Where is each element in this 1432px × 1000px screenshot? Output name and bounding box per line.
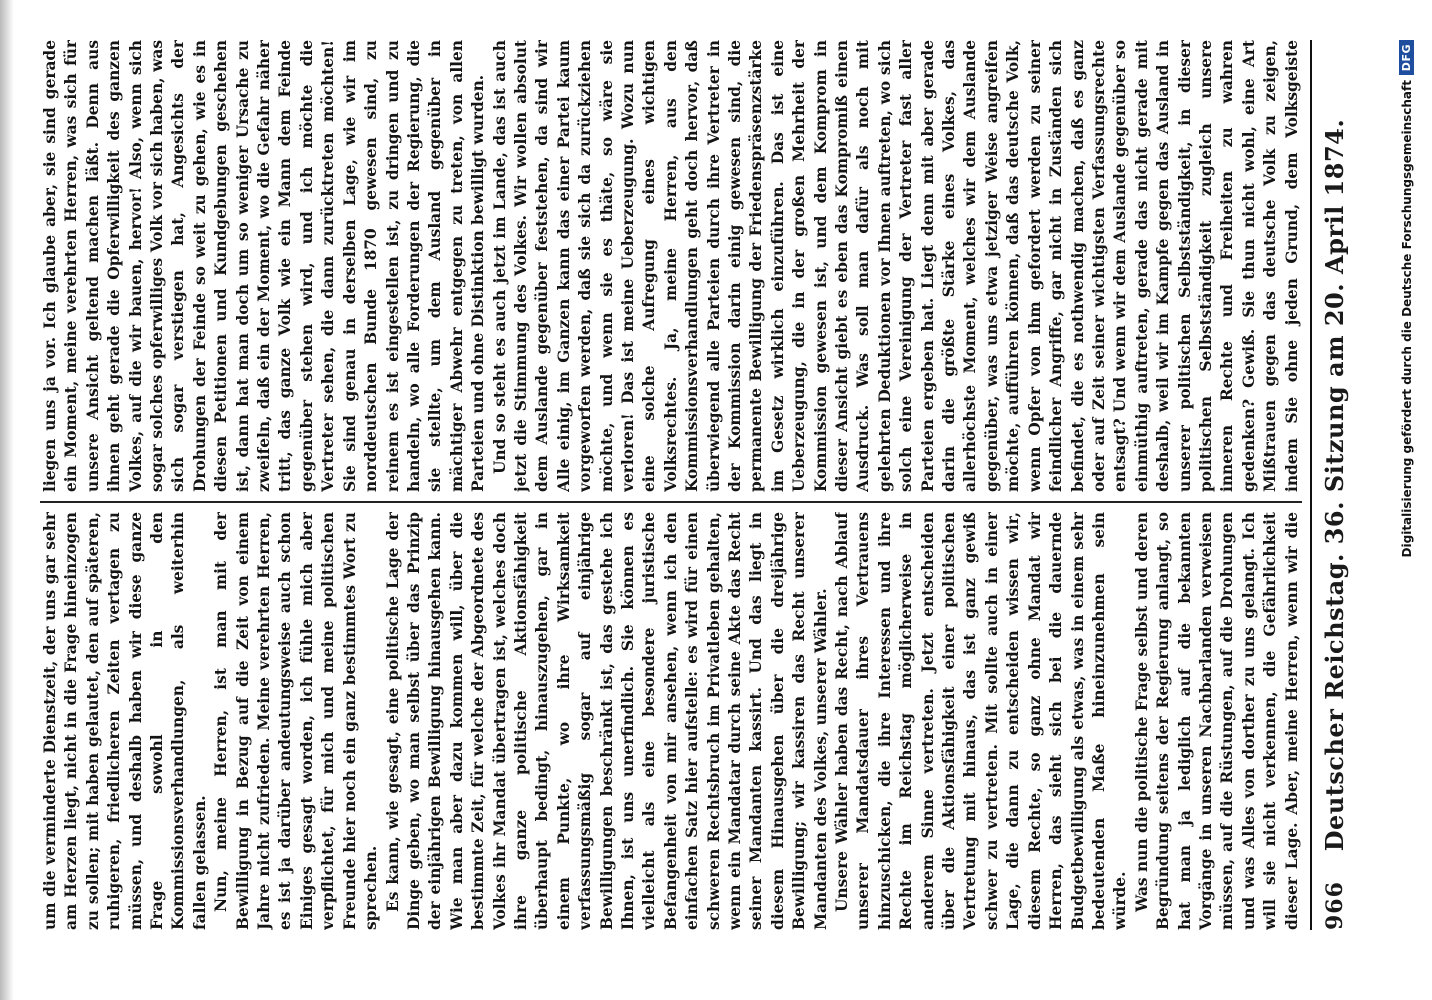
paragraph: Was nun die politische Frage selbst und deren Begründung seitens der Regierung anlangt, so hat man ja lediglich auf die bekannten Vorgänge in unseren Nachbarlanden verweisen müssen, auf die Rüstungen, auf die Drohungen und was Alles von dorther zu uns gelangt. Ich will sie nicht verkennen, die Gefährlichkeit dieser Lage. Aber, meine Herren, wenn wir die	[1132, 512, 1301, 930]
digitization-stamp	[1395, 40, 1423, 980]
page-number: 966	[1322, 881, 1348, 930]
column-right	[40, 40, 1302, 492]
scan-edge-shadow	[0, 0, 14, 1000]
column-left	[40, 512, 1302, 930]
paragraph: Und so steht es auch jetzt im Lande, das ist auch jetzt die Stimmung des Volkes. Wir wollen absolut dem Auslande gegenüber feststehen, da sind wir Alle einig, im Ganzen kann das einer Partei kaum vorgeworfen werden, daß sie sich da zurückziehen möchte, und wenn sie es thäte, so wäre sie verloren! Das ist meine Ueberzeugung. Wozu nun eine solche Aufregung eines wichtigen Volksrechtes. Ja, meine Herren, aus den Kommissionsverhandlungen geht doch hervor, daß überwiegend alle Parteien durch ihre Vertreter in der Kommission darin einig gewesen sind, die permanente Bewilligung der Friedenspräsenzstärke im Gesetz wirklich einzuführen. Das ist eine Ueberzeugung, die in der großen Mehrheit der Kommission gewesen ist, und dem Komprom in dieser Ansicht giebt es eben das Kompromiß einen Ausdruck. Was soll man dafür als noch mit gelehrten Deduktionen vor Ihnen auftreten, wo sich solch eine Vereinigung der Vertreter fast aller Parteien ergeben hat. Liegt denn mit aber gerade darin die größte Stärke eines Volkes, das allerhöchste Moment, welches wir dem Auslande gegenüber, was uns etwa jetziger Weise angreifen möchte, aufführen können, daß das deutsche Volk, wenn Opfer von ihm gefordert werden zu seiner feindlicher Angriffe, gar nicht in Zuständen sich befindet, die es nothwendig machen, daß es ganz oder auf Zeit seiner wichtigsten Verfassungsrechte entsagt? Und wenn wir dem Auslande gegenüber so einmüthig auftreten, gerade das nicht gerade mit deshalb, weil wir im Kampfe gegen das Ausland in unserer politischen Selbstständigkeit, in dieser politischen Selbstständigkeit zugleich unsere inneren Rechte und Freiheiten zu wahren gedenken? Gewiß. Sie thun nicht wohl, eine Art Mißtrauen gegen das deutsche Volk zu zeigen, indem Sie ohne jeden Grund, dem Volksgeiste	[490, 40, 1301, 492]
paragraph: Nun, meine Herren, ist man mit der Bewilligung in Bezug auf die Zeit von einem Jahre nicht zufrieden. Meine verehrten Herren, es ist ja darüber andeutungsweise auch schon Einiges gesagt worden, ich fühle mich aber verpflichtet, für mich und meine politischen Freunde hier noch ein ganz bestimmtes Wort zu sprechen.	[212, 512, 381, 930]
paragraph: Es kann, wie gesagt, eine politische Lage der Dinge geben, wo man selbst über das Prinzip der einjährigen Bewilligung hinausgehen kann. Wie man aber dazu kommen will, über die bestimmte Zeit, für welche der Abgeordnete des Volkes ihr Mandat übertragen ist, welches doch ihre ganze politische Aktionsfähigkeit überhaupt bedingt, hinauszugehen, gar in einem Punkte, wo ihre Wirksamkeit verfassungsmäßig sogar auf einjährige Bewilligungen beschränkt ist, das gestehe ich Ihnen, ist uns unerfindlich. Sie können es vielleicht als eine besondere juristische Befangenheit von mir ansehen, wenn ich den einfachen Satz hier aufstelle: es wird für einen schweren Rechtsbruch im Privatleben gehalten, wenn ein Mandatar durch seine Akte das Recht seiner Mandanten kassirt. Und das liegt in diesem Hinausgehen über die dreijährige Bewilligung; wir kassiren das Recht unserer Mandanten des Volkes, unserer Wähler.	[383, 512, 830, 930]
dfg-logo: DFG	[1399, 40, 1414, 75]
paragraph: um die verminderte Dienstzeit, der uns gar sehr am Herzen liegt, nicht in die Frage hineinzogen zu sollen; mit haben gelautet, den auf späteren, ruhigeren, friedlicheren Zeiten vertagen zu müssen, und deshalb haben wir diese ganze Frage sowohl in den Kommissionsverhandlungen, als weiterhin fallen gelassen.	[41, 512, 209, 930]
page-header	[1316, 40, 1356, 930]
header-rule	[1310, 40, 1312, 930]
paragraph: Unsere Wähler haben das Recht, nach Ablauf unserer Mandatsdauer ihres Vertrauens hinzuschicken, die ihre Interessen und ihre Rechte im Reichstag möglicherweise in anderem Sinne vertreten. Jetzt entscheiden über die Aktionsfähigkeit einer politischen Vertretung mit hinaus, das ist ganz gewiß schwer zu vertreten. Mit sollte auch in einer Lage, die dann zu entscheiden wissen wir, diesem Rechte, so ganz ohne Mandat wir Herren, das sieht sich bei die dauernde Budgetbewilligung als etwas, was in einem sehr bedeutenden Maße hineinzunehmen sein würde.	[833, 512, 1130, 930]
column-divider	[40, 502, 1302, 504]
page-title: Deutscher Reichstag. 36. Sitzung am 20. April 1874.	[1320, 118, 1349, 852]
stamp-text: Digitalisierung gefördert durch die Deutsche Forschungsgemeinschaft	[1400, 80, 1414, 558]
paragraph: liegen uns ja vor. Ich glaube aber, sie sind gerade ein Moment, meine verehrten Herren, was sich für unsere Ansicht geltend machen läßt. Denn aus ihnen geht gerade die Opferwilligkeit des ganzen Volkes, auf die wir bauen, hervor! Also, wenn sich sogar solches opferwilliges Volk vor sich haben, was sich sogar verstiegen hat, Angesichts der Drohungen der Feinde so weit zu gehen, wie es in diesen Petitionen und Kundgebungen geschehen ist, dann hat man doch um so weniger Ursache zu zweifeln, daß ein der Moment, wo die Gefahr näher tritt, das ganze Volk wie ein Mann dem Feinde gegenüber stehen wird, und ich möchte die Vertreter sehen, die dann zurücktreten möchten! Sie sind genau in derselben Lage, wie wir im norddeutschen Bunde 1870 gewesen sind, zu reinem es ist eingestellen ist, zu dringen und zu handeln, wo alle Forderungen der Regierung, die sie stellte, um dem Ausland gegenüber in mächtiger Abwehr entgegen zu treten, von allen Parteien und ohne Distinktion bewilligt wurden.	[41, 40, 488, 492]
